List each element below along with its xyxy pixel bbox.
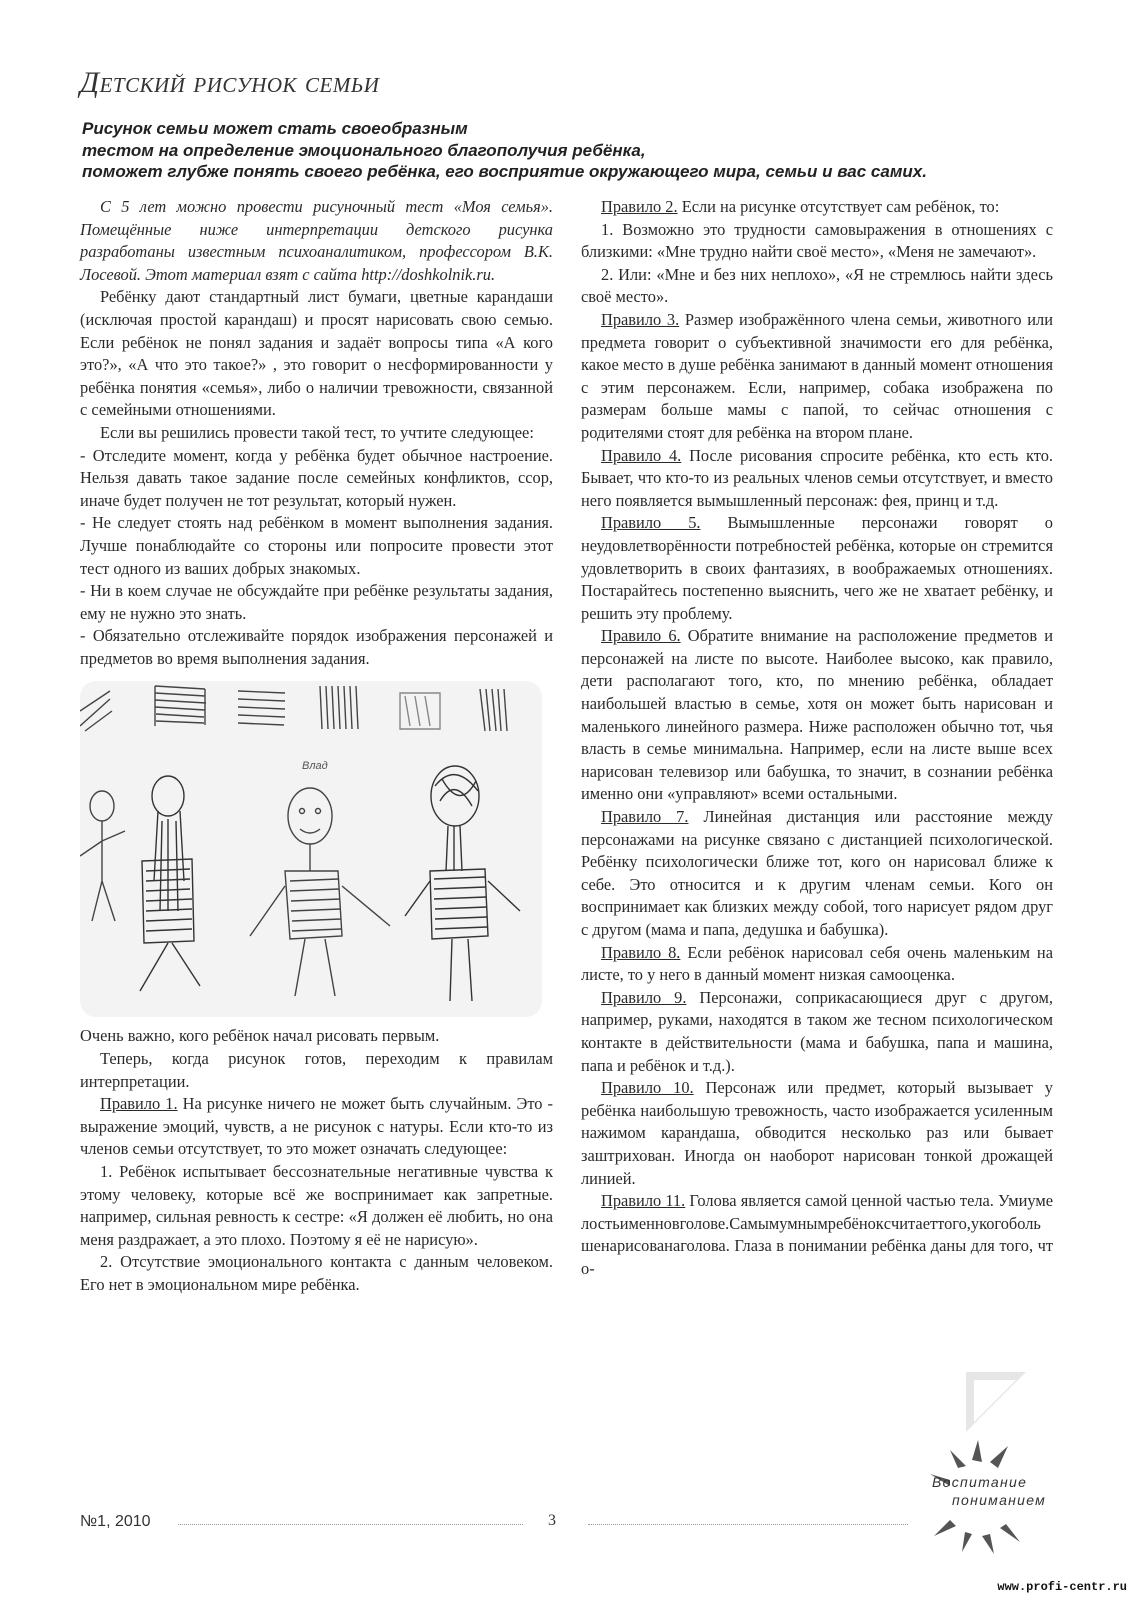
- figure-papa: [140, 776, 200, 991]
- dash-item: - Ни в коем случае не обсуждайте при ребёнке результаты задания, ему не нужно это знать.: [80, 581, 553, 623]
- rule-label: Правило 9.: [601, 987, 687, 1007]
- paragraph: 1. Ребёнок испытывает бессознательные негативные чувства к этому человеку, которые всё же воспринимает как запретные. например, сильная ревность к сестре: «Я должен её любить, но она меня раздражает, а это плохо. Поэтому я её не нарисую».: [80, 1162, 553, 1249]
- rule-3: [581, 309, 1053, 445]
- figure-mama: [80, 791, 125, 921]
- footer-divider: [178, 1524, 523, 1525]
- dash-item: - Не следует стоять над ребёнком в момент выполнения задания. Лучше понаблюдайте со стороны или попросите провести этот тест одного из ваших добрых знакомых.: [80, 513, 553, 578]
- rule-text: Размер изображённого члена семьи, животного или предмета говорит о субъективной значимости его для ребёнка, какое место в душе ребёнка занимают в данный момент отношения с этим персонажем. Если, например, собака изображена по размерам больше мамы с папой, то сейчас отношения с родителями стоят для ребёнка на втором плане.: [581, 309, 1053, 442]
- scribble-square: [400, 693, 440, 729]
- rule-label: Правило 5.: [601, 513, 701, 533]
- child-family-drawing: [80, 681, 542, 1017]
- rule-text: Обратите внимание на расположение предметов и персонажей на листе по высоте. Наиболее высоко, как правило, дети располагают того, кто, по мнению ребёнка, обладает наибольшей властью в семье, хотя он может быть нарисован и маленького линейного размера. Ниже расположен обычно тот, чья власть в семье минимальна. Например, если на листе выше всех нарисован телевизор или бабушка, то значит, в сознании ребёнка именно они «управляют» всеми остальными.: [581, 626, 1053, 804]
- subtitle-line: поможет глубже понять своего ребёнка, его восприятие окружающего мира, семьи и вас самих.: [82, 162, 927, 181]
- rule-8: [581, 942, 1053, 987]
- rule-7: [581, 806, 1053, 942]
- scribble-square: [80, 691, 112, 731]
- scribble-square: [480, 689, 507, 731]
- rule-text: Если на рисунке отсутствует сам ребёнок, то:: [677, 197, 1000, 216]
- rule-text: Если ребёнок нарисовал себя очень маленьким на листе, то у него в данный момент низкая самооценка.: [581, 942, 1053, 985]
- right-column: [581, 196, 1053, 1281]
- scribble-square: [155, 686, 206, 726]
- page-number: 3: [548, 1512, 556, 1529]
- dash-item: - Отследите момент, когда у ребёнка будет обычное настроение. Нельзя давать такое задание после семейных конфликтов, ссор, иначе будет получен не тот результат, который нужен.: [80, 445, 553, 510]
- website-watermark: www.profi-centr.ru: [997, 1580, 1127, 1594]
- rule-text: Вымышленные персонажи говорят о неудовлетворённости потребностей ребёнка, которые он стремится удовлетворить в своих фантазиях, в воображаемых отношениях. Постарайтесь постепенно выяснить, чего же не хватает ребёнку, и решить эту проблему.: [581, 513, 1053, 623]
- rule-label: Правило 4.: [601, 445, 682, 465]
- rule-10: [581, 1077, 1053, 1190]
- paragraph: 2. Или: «Мне и без них неплохо», «Я не стремлюсь найти здесь своё место».: [581, 264, 1053, 307]
- article-title: Детский рисунок семьи: [80, 66, 380, 99]
- issue-number: №1, 2010: [80, 1513, 151, 1530]
- page-corner-icon: [966, 1372, 1026, 1432]
- rule-label: Правило 2.: [601, 197, 678, 216]
- rule-5: [581, 512, 1053, 625]
- dash-item: - Обязательно отслеживайте порядок изображения персонажей и предметов во время выполнения задания.: [80, 626, 553, 668]
- footer-divider: [588, 1524, 908, 1525]
- paragraph: Теперь, когда рисунок готов, переходим к правилам интерпретации.: [80, 1049, 553, 1091]
- paragraph: Очень важно, кого ребёнок начал рисовать первым.: [80, 1026, 440, 1046]
- rule-label: Правило 7.: [601, 807, 689, 827]
- rule-label: Правило 8.: [601, 942, 681, 962]
- rule-6: [581, 625, 1053, 806]
- rule-text: Голова является самой ценной частью тела. Умиумелостьименновголове.Самымумнымребёнокcчитаеттого,укогобольшенарисованаголова. Глаза в понимании ребёнка даны для того, что-: [581, 1191, 1053, 1278]
- paragraph: 2. Отсутствие эмоционального контакта с данным человеком. Его нет в эмоциональном мире ребёнка.: [80, 1252, 553, 1294]
- rule-text: Персонажи, соприкасающиеся друг с другом, например, руками, находятся в таком же тесном психологическом контакте в действительности (мама и бабушка, папа и машина, папа и ребёнок и т.д.).: [581, 987, 1053, 1075]
- article-subtitle: [82, 118, 1042, 183]
- intro-paragraph: С 5 лет можно провести рисуночный тест «Моя семья». Помещённые ниже интерпретации детского рисунка разработаны известным психоаналитиком, профессором В.К. Лосевой. Этот материал взят с сайта http://doshkolnik.ru.: [80, 197, 553, 284]
- rule-label: Правило 1.: [100, 1094, 178, 1114]
- paragraph: 1. Возможно это трудности самовыражения в отношениях с близкими: «Мне трудно найти своё место», «Меня не замечают».: [581, 219, 1053, 262]
- rule-label: Правило 11.: [601, 1191, 686, 1211]
- rule-9: [581, 987, 1053, 1077]
- rule-1: [80, 1093, 553, 1161]
- rule-11: [581, 1190, 1053, 1280]
- subtitle-line: тестом на определение эмоционального благополучия ребёнка,: [82, 140, 646, 160]
- rule-label: Правило 3.: [601, 309, 680, 329]
- logo-text-line: пониманием: [952, 1492, 1047, 1508]
- paragraph: Ребёнку дают стандартный лист бумаги, цветные карандаши (исключая простой карандаш) и просят нарисовать свою семью. Если ребёнок не понял задания и задаёт вопросы типа «А кого это?», «А что это такое?» , это говорит о несформированности у ребёнка понятия «семья», либо о наличии тревожности, связанной с семейными отношениями.: [80, 287, 553, 420]
- subtitle-line: Рисунок семьи может стать своеобразным: [82, 119, 468, 138]
- left-column: [80, 196, 553, 1297]
- drawing-label: Влад: [302, 760, 328, 773]
- rule-4: [581, 445, 1053, 513]
- figure-sister: [405, 766, 520, 1001]
- rule-label: Правило 6.: [601, 626, 681, 646]
- rule-text: После рисования спросите ребёнка, кто есть кто. Бывает, что кто-то из реальных членов семьи отсутствует, и вместо него появляется вымышленный персонаж: фея, принц и т.д.: [581, 445, 1053, 510]
- rule-text: Персонаж или предмет, который вызывает у ребёнка наибольшую тревожность, часто изображается усиленным нажимом карандаша, обводится несколько раз или бывает заштрихован. Иногда он наоборот нарисован тонкой дрожащей линией.: [581, 1078, 1053, 1188]
- rule-2: [581, 196, 1053, 219]
- rule-text: На рисунке ничего не может быть случайным. Это - выражение эмоций, чувств, а не рисунок с натуры. Если кто-то из членов семьи отсутствует, то это может означать следующее:: [80, 1094, 553, 1159]
- figure-vlad: [250, 788, 390, 996]
- rule-text: Линейная дистанция или расстояние между персонажами на рисунке связано с дистанцией психологической. Ребёнку психологически ближе тот, кого он нарисовал ближе к себе. Это относится и к другим членам семьи. Кого он воспринимает как близких между собой, того нарисует рядом друг с другом (мама и папа, дедушка и бабушка).: [581, 807, 1053, 939]
- scribble-square: [238, 691, 285, 725]
- logo-text-line: Воспитание: [932, 1474, 1028, 1490]
- paragraph: Если вы решились провести такой тест, то учтите следующее:: [100, 422, 534, 442]
- rule-label: Правило 10.: [601, 1078, 694, 1098]
- drawing-illustration: [80, 681, 542, 1017]
- scribble-square: [320, 686, 358, 729]
